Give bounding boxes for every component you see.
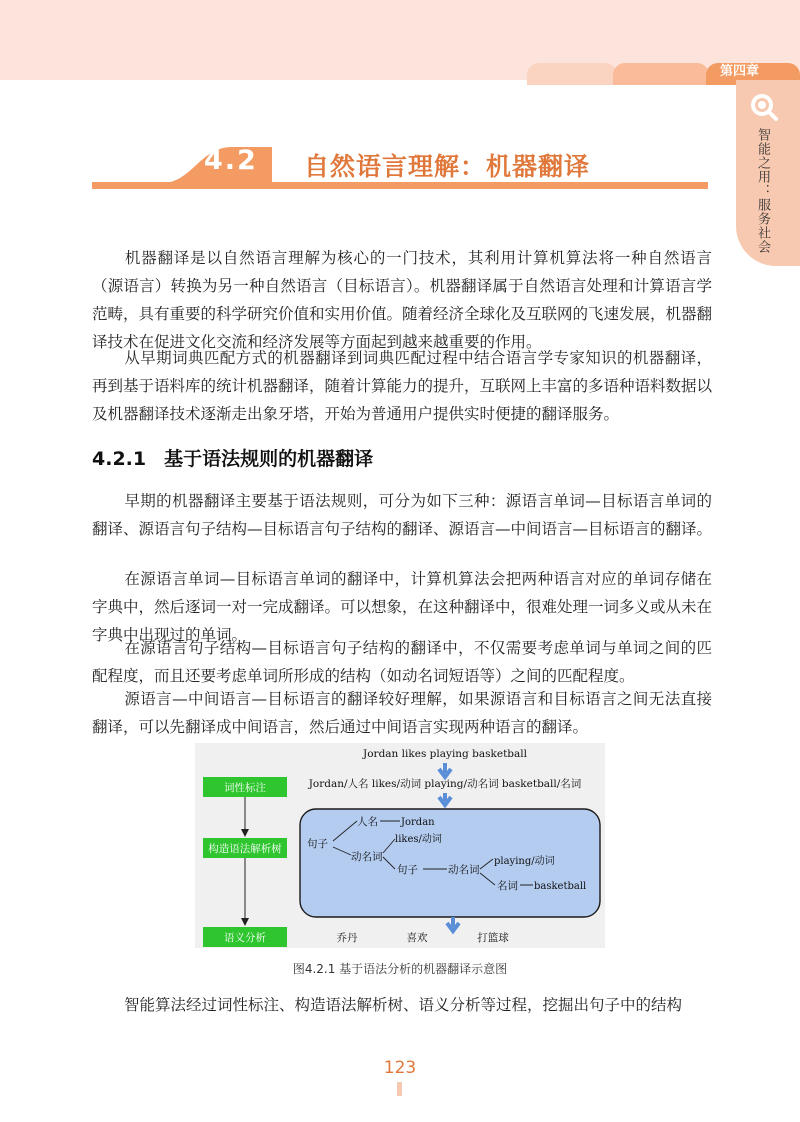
intro-paragraph: 从早期词典匹配方式的机器翻译到词典匹配过程中结合语言学专家知识的机器翻译，再到基于语料库的统计机器翻译，随着计算能力的提升，互联网上丰富的多语种语料数据以及机器翻译技术逐渐走出象牙塔，开始为普通用户提供实时便捷的翻译服务。	[92, 349, 713, 423]
subsection-heading	[92, 444, 373, 471]
tagged-sentence: Jordan/人名 likes/动词 playing/动名词 basketball/名词	[308, 778, 582, 790]
body-paragraph: 智能算法经过词性标注、构造语法解析树、语义分析等过程，挖掘出句子中的结构	[124, 996, 683, 1014]
down-arrow-icon	[439, 793, 451, 805]
header-tab-decoration	[613, 63, 709, 85]
translation-diagram	[195, 743, 605, 948]
body-paragraph: 源语言—中间语言—目标语言的翻译较好理解，如果源语言和目标语言之间无法直接翻译，可以先翻译成中间语言，然后通过中间语言实现两种语言的翻译。	[92, 690, 712, 736]
output-word: 乔丹	[336, 932, 358, 944]
tree-node: playing/动词	[494, 856, 555, 867]
tree-node: 名词	[497, 880, 518, 892]
step-label: 构造语法解析树	[208, 843, 282, 855]
magnifier-icon	[749, 92, 779, 122]
tree-node: 动名词	[351, 851, 383, 863]
chapter-label: 第四章	[706, 63, 800, 85]
output-word: 喜欢	[406, 932, 428, 944]
side-chapter-title: 智能之用：服务社会	[755, 128, 770, 254]
tree-node: 句子	[397, 864, 418, 876]
figure-caption: 图4.2.1 基于语法分析的机器翻译示意图	[292, 962, 508, 976]
tree-node: basketball	[534, 881, 587, 892]
header-tab-decoration	[527, 63, 617, 85]
intro-paragraph: 机器翻译是以自然语言理解为核心的一门技术，其利用计算机算法将一种自然语言（源语言）转换为另一种自然语言（目标语言）。机器翻译属于自然语言处理和计算语言学范畴，具有重要的科学研究价值和实用价值。随着经济全球化及互联网的飞速发展，机器翻译技术在促进文化交流和经济发展等方面起到越来越重要的作用。	[92, 249, 713, 351]
page-number: 123	[383, 1058, 417, 1078]
body-paragraph: 在源语言单词—目标语言单词的翻译中，计算机算法会把两种语言对应的单词存储在字典中，然后逐词一对一完成翻译。可以想象，在这种翻译中，很难处理一词多义或从未在字典中出现过的单词。	[92, 570, 713, 644]
subsection-title: 基于语法规则的机器翻译	[164, 448, 374, 470]
down-arrow-icon	[439, 763, 451, 777]
page-number-tick	[397, 1082, 402, 1096]
section-heading	[92, 143, 708, 189]
tree-node: likes/动词	[395, 834, 442, 845]
body-paragraph: 在源语言句子结构—目标语言句子结构的翻译中，不仅需要考虑单词与单词之间的匹配程度，而且还要考虑单词所形成的结构（如动名词短语等）之间的匹配程度。	[92, 639, 712, 685]
tree-node: Jordan	[401, 817, 435, 828]
subsection-number: 4.2.1	[92, 448, 147, 470]
tree-node: 人名	[357, 816, 378, 828]
section-number: 4.2	[204, 145, 258, 176]
step-label: 语义分析	[224, 932, 266, 944]
heading-underline	[92, 182, 708, 189]
input-sentence: Jordan likes playing basketball	[363, 748, 527, 760]
tree-node: 句子	[307, 838, 328, 850]
output-word: 打篮球	[477, 932, 509, 944]
tree-node: 动名词	[448, 864, 480, 876]
down-arrow-icon	[447, 917, 459, 931]
step-label: 词性标注	[224, 782, 266, 794]
body-paragraph: 早期的机器翻译主要基于语法规则，可分为如下三种：源语言单词—目标语言单词的翻译、源语言句子结构—目标语言句子结构的翻译、源语言—中间语言—目标语言的翻译。	[92, 492, 713, 538]
parse-tree-box	[300, 809, 600, 917]
section-title: 自然语言理解：机器翻译	[304, 152, 591, 181]
